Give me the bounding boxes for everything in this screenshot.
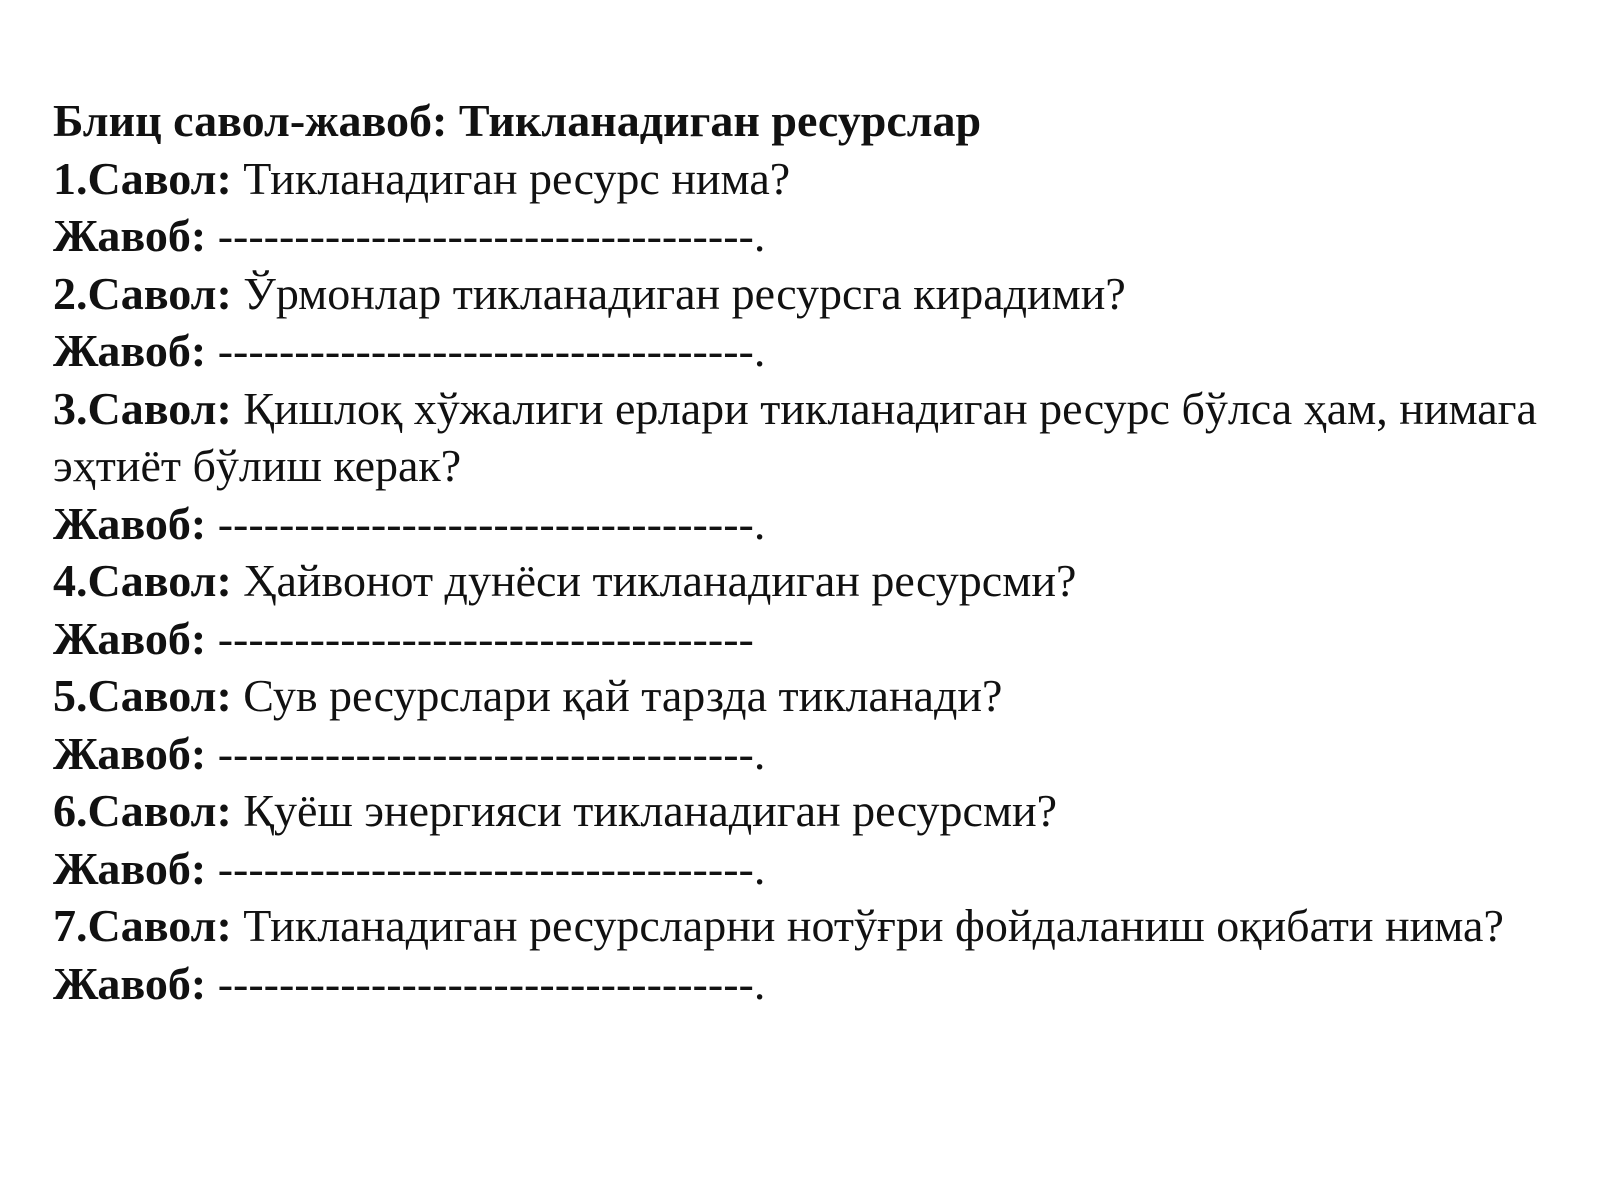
answer-label: Жавоб: <box>53 497 207 549</box>
answer-blank: -----------------------------------. <box>217 497 766 549</box>
answer-blank: -----------------------------------. <box>217 957 766 1009</box>
answer-7 <box>53 955 1553 1013</box>
question-1 <box>53 150 1553 208</box>
document-title: Блиц савол-жавоб: Тикланадиган ресурслар <box>53 95 982 146</box>
answer-blank: -----------------------------------. <box>217 210 766 261</box>
question-label: 1.Савол: <box>53 152 232 204</box>
answer-6 <box>53 840 1553 898</box>
question-6 <box>53 782 1553 840</box>
answer-2 <box>53 322 1553 380</box>
question-label: 7.Савол: <box>53 900 232 951</box>
quiz-document <box>53 92 1553 1012</box>
question-text: Ҳайвонот дунёси тикланадиган ресурсми? <box>243 555 1077 606</box>
question-text: Ўрмонлар тикланадиган ресурсга кирадими? <box>243 267 1126 319</box>
question-text: Тикланадиган ресурс нима? <box>243 152 791 204</box>
question-text: Қуёш энергияси тикланадиган ресурсми? <box>243 785 1058 836</box>
answer-label: Жавоб: <box>53 210 207 261</box>
question-label: 3.Савол: <box>53 382 232 434</box>
answer-blank: -----------------------------------. <box>217 325 766 376</box>
answer-label: Жавоб: <box>53 325 207 376</box>
question-4 <box>53 552 1553 610</box>
answer-label: Жавоб: <box>53 957 207 1009</box>
answer-3 <box>53 495 1553 553</box>
question-label: 2.Савол: <box>53 267 232 319</box>
question-label: 4.Савол: <box>53 555 232 606</box>
answer-blank: -----------------------------------. <box>217 842 766 894</box>
question-label: 5.Савол: <box>53 670 232 721</box>
answer-4 <box>53 610 1553 668</box>
answer-label: Жавоб: <box>53 612 207 664</box>
question-text: Тикланадиган ресурсларни нотўғри фойдаланиш оқибати нима? <box>243 900 1504 951</box>
answer-blank: ----------------------------------- <box>217 612 754 664</box>
question-text: Қишлоқ хўжалиги ерлари тикланадиган ресурс бўлса ҳам, нимага эҳтиёт бўлиш керак? <box>53 382 1537 491</box>
question-5 <box>53 667 1553 725</box>
question-7 <box>53 897 1553 955</box>
answer-1 <box>53 207 1553 265</box>
answer-label: Жавоб: <box>53 727 207 779</box>
question-3 <box>53 380 1553 495</box>
answer-blank: -----------------------------------. <box>217 727 766 779</box>
question-2 <box>53 265 1553 323</box>
answer-5 <box>53 725 1553 783</box>
question-label: 6.Савол: <box>53 785 232 836</box>
question-text: Сув ресурслари қай тарзда тикланади? <box>243 670 1003 721</box>
answer-label: Жавоб: <box>53 842 207 894</box>
